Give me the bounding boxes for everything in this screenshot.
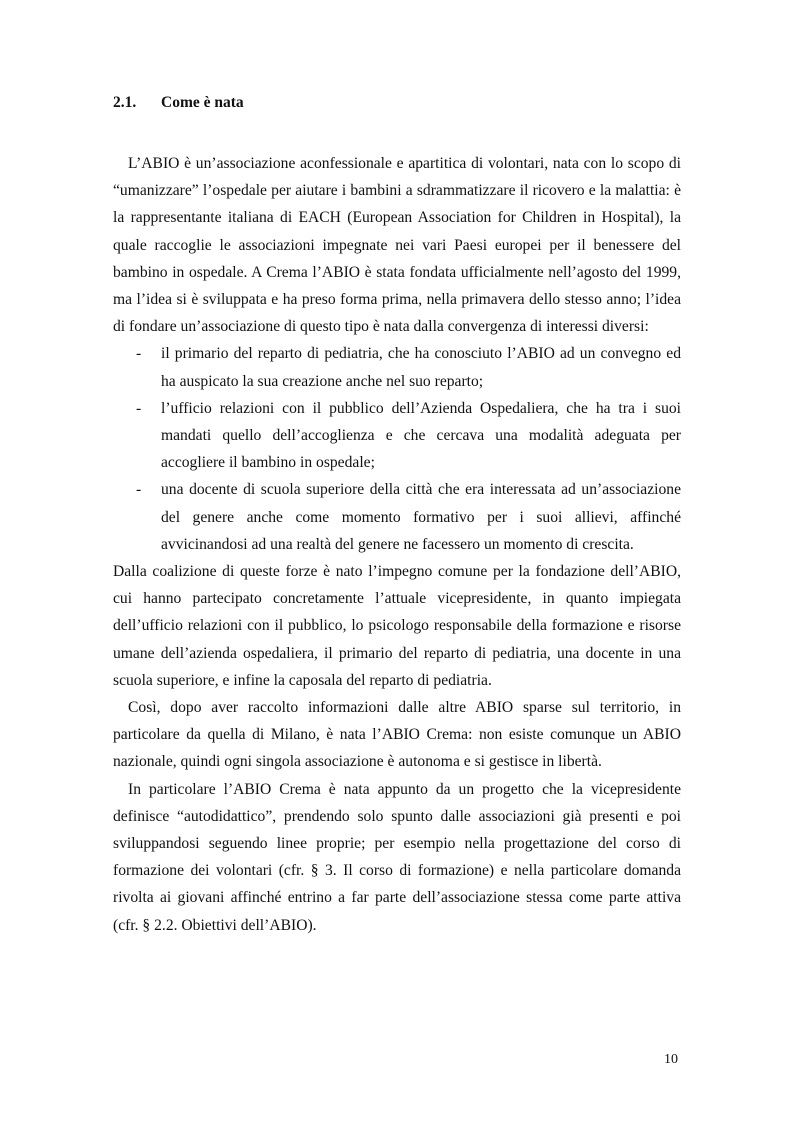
- list-item-text: una docente di scuola superiore della città che era interessata ad un’associazione del genere anche come momento formativo per i suoi allievi, affinché avvicinandosi ad una realtà del genere ne facessero un momento di crescita.: [161, 481, 681, 553]
- list-item: [113, 340, 681, 394]
- body-text: [113, 150, 681, 939]
- bullet-marker: -: [136, 345, 142, 363]
- bullet-list: [113, 340, 681, 558]
- section-heading: [113, 94, 244, 112]
- page-number: 10: [664, 1052, 678, 1067]
- bullet-marker: -: [136, 481, 142, 499]
- paragraph-abio-crema: Così, dopo aver raccolto informazioni dalle altre ABIO sparse sul territorio, in particolare da quella di Milano, è nata l’ABIO Crema: non esiste comunque un ABIO nazionale, quindi ogni singola associazione è autonoma e si gestisce in libertà.: [113, 699, 681, 771]
- section-title: Come è nata: [161, 94, 244, 111]
- paragraph-intro: L’ABIO è un’associazione aconfessionale e apartitica di volontari, nata con lo scopo di “umanizzare” l’ospedale per aiutare i bambini a sdrammatizzare il ricovero e la malattia: è la rappresentante italiana di EACH (European Association for Children in Hospital), la quale raccoglie le associazioni impegnate nei vari Paesi europei per il benessere del bambino in ospedale. A Crema l’ABIO è stata fondata ufficialmente nell’agosto del 1999, ma l’idea si è sviluppata e ha preso forma prima, nella primavera dello stesso anno; l’idea di fondare un’associazione di questo tipo è nata dalla convergenza di interessi diversi:: [113, 155, 681, 336]
- paragraph-project: In particolare l’ABIO Crema è nata appunto da un progetto che la vicepresidente definisce “autodidattico”, prendendo solo spunto dalle associazioni già presenti e poi sviluppandosi seguendo linee proprie; per esempio nella progettazione del corso di formazione dei volontari (cfr. § 3. Il corso di formazione) e nella particolare domanda rivolta ai giovani affinché entrino a far parte dell’associazione stessa come parte attiva (cfr. § 2.2. Obiettivi dell’ABIO).: [113, 780, 681, 934]
- list-item: [113, 395, 681, 477]
- list-item-text: l’ufficio relazioni con il pubblico dell’Azienda Ospedaliera, che ha tra i suoi mandati quello dell’accoglienza e che cercava una modalità adeguata per accogliere il bambino in ospedale;: [161, 399, 681, 472]
- section-number: 2.1.: [113, 94, 137, 111]
- list-item-text: il primario del reparto di pediatria, che ha conosciuto l’ABIO ad un convegno ed ha auspicato la sua creazione anche nel suo reparto;: [161, 345, 681, 390]
- paragraph-coalition: Dalla coalizione di queste forze è nato l’impegno comune per la fondazione dell’ABIO, cui hanno partecipato concretamente l’attuale vicepresidente, in quanto impiegata dell’ufficio relazioni con il pubblico, lo psicologo responsabile della formazione e risorse umane dell’azienda ospedaliera, il primario del reparto di pediatria, una docente in una scuola superiore, e infine la caposala del reparto di pediatria.: [113, 563, 681, 689]
- bullet-marker: -: [136, 399, 142, 417]
- list-item: [113, 476, 681, 558]
